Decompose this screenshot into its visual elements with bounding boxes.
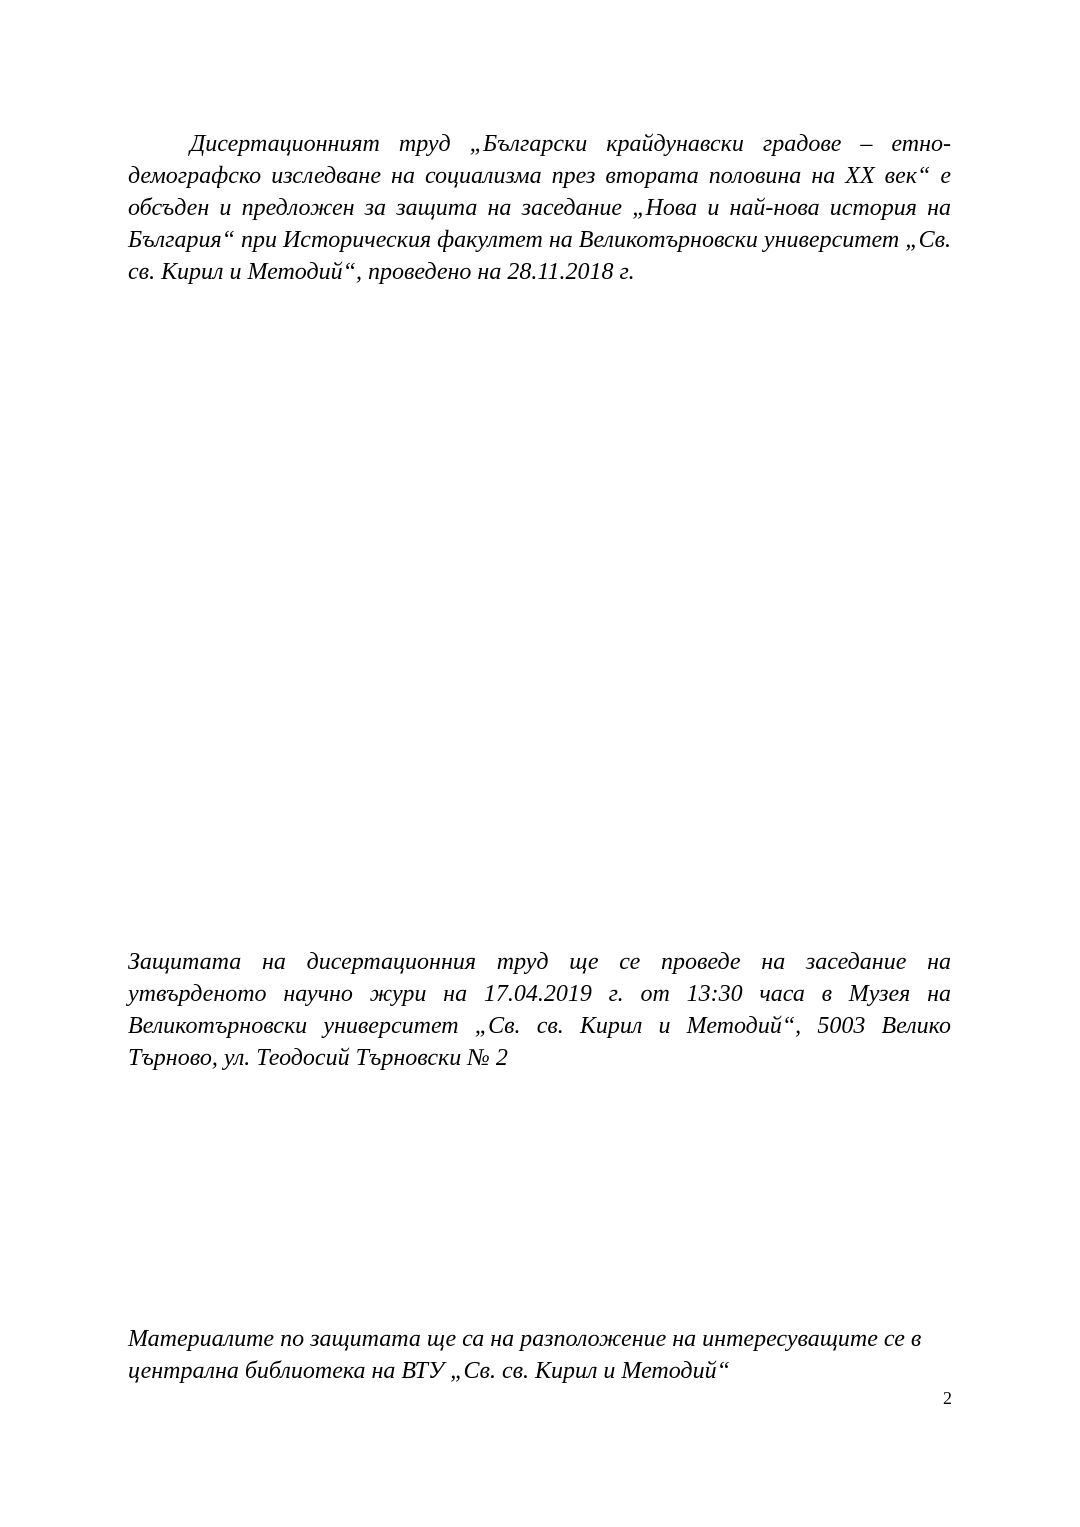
materials-paragraph: Материалите по защитата ще са на разположение на интересуващите се в централна библиотека на ВТУ „Св. св. Кирил и Методий“ [128, 1326, 922, 1384]
defense-paragraph: Защитата на дисертационния труд ще се проведе на заседание на утвърденото научно жури на 17.04.2019 г. от 13:30 часа в Музея на Великотърновски университет „Св. св. Кирил и Методий“, 5003 Велико Търново, ул. Теодосий Търновски № 2 [128, 949, 951, 1071]
page-number: 2 [943, 1388, 952, 1408]
discussion-paragraph: Дисертационният труд „Български крайдунавски градове – етно-демографско изследване на социализма през втората половина на ХХ век“ е обсъден и предложен за защита на заседание „Нова и най-нова история на България“ при Историческия факултет на Великотърновски университет „Св. св. Кирил и Методий“, проведено на 28.11.2018 г. [128, 131, 951, 285]
